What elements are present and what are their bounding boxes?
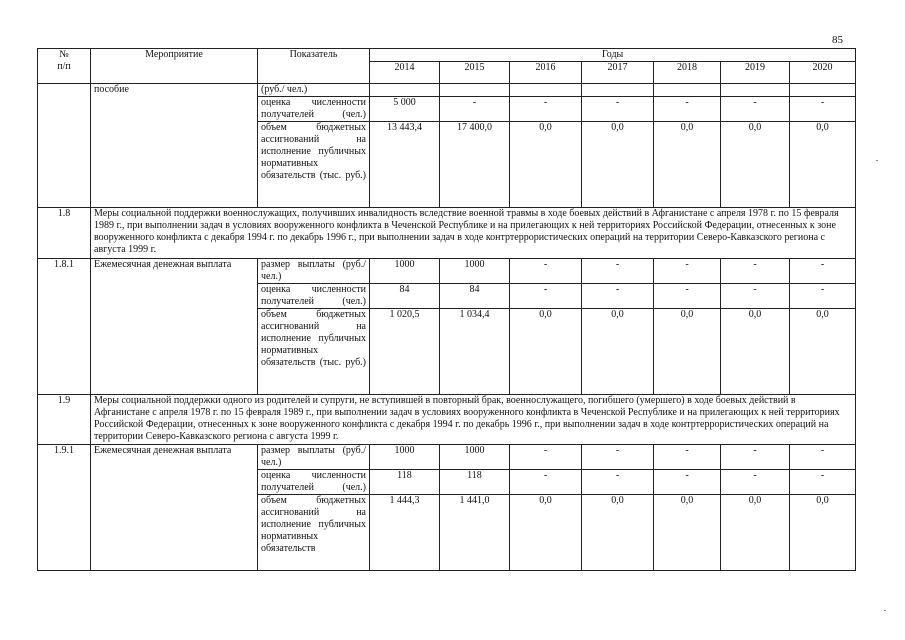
value-cell: 1 034,4 [440, 309, 510, 395]
header-years: Годы [370, 49, 856, 62]
value-cell: 0,0 [721, 495, 790, 571]
year-2019: 2019 [721, 62, 790, 84]
section-row [38, 395, 856, 445]
indicator-label: объем бюджетных ассигнований на исполнение публичных нормативных обязательств (тыс. руб.) [258, 309, 370, 395]
section-num: 1.9 [38, 395, 91, 445]
section-row [38, 208, 856, 259]
value-cell: - [790, 97, 856, 122]
value-cell: - [721, 259, 790, 284]
table-row [38, 259, 856, 284]
value-cell: 84 [440, 284, 510, 309]
value-cell: - [790, 259, 856, 284]
value-cell: 1000 [440, 259, 510, 284]
value-cell: 118 [440, 470, 510, 495]
value-cell: 5 000 [370, 97, 440, 122]
value-cell: - [721, 445, 790, 470]
value-cell: - [654, 259, 721, 284]
value-cell: - [510, 470, 582, 495]
indicator-label: размер выплаты (руб./ чел.) [258, 445, 370, 470]
value-cell: - [654, 470, 721, 495]
value-cell: 84 [370, 284, 440, 309]
table-row [38, 445, 856, 470]
measure-name: Ежемесячная денежная выплата [91, 259, 258, 395]
value-cell: - [721, 97, 790, 122]
header-indicator: Показатель [258, 49, 370, 84]
value-cell: - [582, 445, 654, 470]
year-2014: 2014 [370, 62, 440, 84]
value-cell: 0,0 [790, 122, 856, 208]
row-num: 1.9.1 [38, 445, 91, 571]
value-cell: 0,0 [790, 309, 856, 395]
page-number: 85 [832, 34, 843, 46]
indicator-label: оценка численности получателей (чел.) [258, 470, 370, 495]
indicator-label: оценка численности получателей (чел.) [258, 97, 370, 122]
value-cell: 0,0 [582, 122, 654, 208]
indicator-label: оценка численности получателей (чел.) [258, 284, 370, 309]
row-num [38, 84, 91, 208]
value-cell: 13 443,4 [370, 122, 440, 208]
value-cell: 1000 [440, 445, 510, 470]
value-cell: - [790, 445, 856, 470]
value-cell: 0,0 [654, 309, 721, 395]
value-cell: - [510, 445, 582, 470]
section-text: Меры социальной поддержки военнослужащих, получивших инвалидность вследствие военной травмы в ходе боевых действий в Афганистане с апреля 1978 г. по 15 февраля 1989 г., при выполнении задач в условиях вооруженного конфликта в Чеченской Республике и на прилегающих к ней территориях Российской Федерации, отнесенных к зоне вооруженного конфликта с декабря 1994 г. по декабрь 1996 г., при выполнении задач в ходе контртеррористических операций на территории Северо-Кавказского региона с августа 1999 г. [91, 208, 856, 259]
value-cell: - [582, 259, 654, 284]
value-cell: - [440, 97, 510, 122]
value-cell: - [790, 284, 856, 309]
value-cell: - [654, 97, 721, 122]
value-cell: - [582, 284, 654, 309]
value-cell: - [510, 259, 582, 284]
value-cell: 0,0 [790, 495, 856, 571]
year-2018: 2018 [654, 62, 721, 84]
value-cell: - [582, 97, 654, 122]
measure-name: пособие [91, 84, 258, 208]
value-cell: 118 [370, 470, 440, 495]
value-cell: 1 020,5 [370, 309, 440, 395]
value-cell: 0,0 [582, 309, 654, 395]
value-cell: - [790, 470, 856, 495]
value-cell: - [510, 284, 582, 309]
value-cell: - [721, 284, 790, 309]
row-num: 1.8.1 [38, 259, 91, 395]
value-cell: 0,0 [721, 122, 790, 208]
section-text: Меры социальной поддержки одного из родителей и супруги, не вступившей в повторный брак, военнослужащего, погибшего (умершего) в ходе боевых действий в Афганистане с апреля 1978 г. по 15 февраля 1989 г., при выполнении задач в условиях вооруженного конфликта в Чеченской Республике и на прилегающих к ней территориях Российской Федерации, отнесенных к зоне вооруженного конфликта с декабря 1994 г. по декабрь 1996 г., при выполнении задач в ходе контртеррористических операций на территории Северо-Кавказского региона с августа 1999 г. [91, 395, 856, 445]
scan-speck [884, 610, 886, 611]
indicator-label: объем бюджетных ассигнований на исполнение публичных нормативных обязательств [258, 495, 370, 571]
header-row [38, 49, 856, 62]
value-cell: 0,0 [510, 309, 582, 395]
header-measure: Мероприятие [91, 49, 258, 84]
table-row [38, 84, 856, 97]
value-cell: 0,0 [582, 495, 654, 571]
value-cell: 0,0 [654, 495, 721, 571]
value-cell: 0,0 [510, 495, 582, 571]
section-num: 1.8 [38, 208, 91, 259]
year-2017: 2017 [582, 62, 654, 84]
value-cell: - [654, 445, 721, 470]
value-cell: 1000 [370, 445, 440, 470]
value-cell: 0,0 [510, 122, 582, 208]
indicator-label: объем бюджетных ассигнований на исполнение публичных нормативных обязательств (тыс. руб.) [258, 122, 370, 208]
value-cell: 17 400,0 [440, 122, 510, 208]
value-cell: 1000 [370, 259, 440, 284]
value-cell: - [654, 284, 721, 309]
header-num: № п/п [38, 49, 91, 84]
indicator-label: размер выплаты (руб./ чел.) [258, 259, 370, 284]
measure-name: Ежемесячная денежная выплата [91, 445, 258, 571]
year-2016: 2016 [510, 62, 582, 84]
value-cell: 0,0 [721, 309, 790, 395]
value-cell: - [510, 97, 582, 122]
value-cell: 1 444,3 [370, 495, 440, 571]
indicator-label: (руб./ чел.) [258, 84, 370, 97]
scan-speck [876, 160, 878, 161]
year-2020: 2020 [790, 62, 856, 84]
value-cell: - [582, 470, 654, 495]
year-2015: 2015 [440, 62, 510, 84]
measures-table [37, 48, 856, 571]
value-cell: 1 441,0 [440, 495, 510, 571]
value-cell: - [721, 470, 790, 495]
value-cell: 0,0 [654, 122, 721, 208]
